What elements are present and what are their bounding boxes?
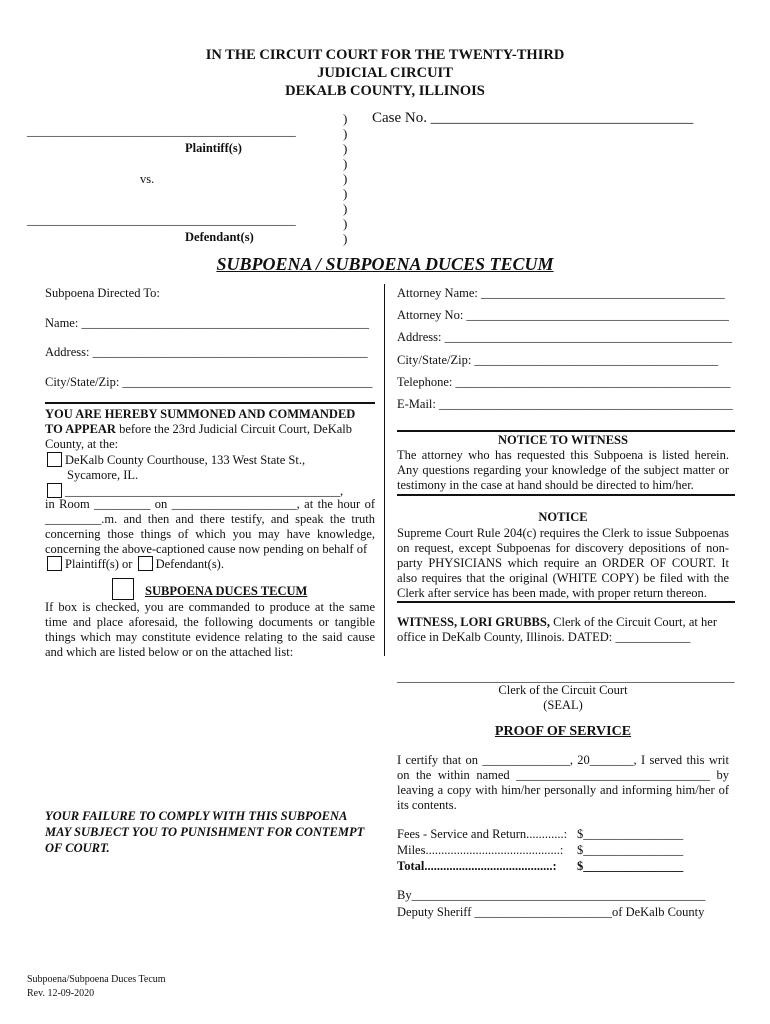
defendant-field[interactable]: ___________________________________________ — [27, 213, 296, 227]
section-rule — [397, 601, 735, 603]
sycamore-label: Sycamore, IL. — [67, 468, 139, 482]
contempt-warning: YOUR FAILURE TO COMPLY WITH THIS SUBPOENA MAY SUBJECT YOU TO PUNISHMENT FOR CONTEMPT OF COURT. — [45, 809, 365, 855]
miles-field[interactable]: $________________ — [577, 843, 684, 857]
defendant-label: Defendant(s) — [185, 230, 254, 244]
summons-text: before the 23rd Judicial Circuit Court, DeKalb — [115, 422, 353, 436]
notice-to-witness-title: NOTICE TO WITNESS — [498, 433, 628, 447]
caption-paren: ) — [343, 216, 348, 231]
fees-field[interactable]: $________________ — [577, 827, 684, 841]
plaintiff-label: Plaintiff(s) — [185, 141, 242, 155]
court-header-line2: JUDICIAL CIRCUIT — [317, 65, 453, 81]
duces-tecum-text: If box is checked, you are commanded to produce at the same time and place aforesaid, the following documents or tangible things which may constitute evidence relating to the said cause and which are listed below or on the attached list: — [45, 600, 375, 659]
attorney-address-field[interactable]: Address: ______________________________________________ — [397, 330, 733, 344]
plaintiff-checkbox[interactable] — [47, 556, 62, 571]
directed-to-label: Subpoena Directed To: — [45, 286, 160, 300]
attorney-city-field[interactable]: City/State/Zip: _______________________________________ — [397, 353, 719, 367]
footer-form-name: Subpoena/Subpoena Duces Tecum — [27, 974, 166, 985]
notice-text: Supreme Court Rule 204(c) requires the Clerk to issue Subpoenas on request, except Subpoenas for discovery depositions of non-party PHYSICIANS which require an ORDER OF COURT. It also requires that the original (WHITE COPY) be filed with the Clerk after service has been made, with proper return thereon. — [397, 526, 729, 600]
courthouse-option — [47, 452, 305, 468]
total-label: Total.........................................: — [397, 859, 557, 873]
defendant-checkbox[interactable] — [138, 556, 153, 571]
case-number-field[interactable]: Case No. ___________________________________ — [372, 110, 694, 126]
proof-of-service-title: PROOF OF SERVICE — [494, 724, 632, 739]
other-location-checkbox[interactable] — [47, 483, 62, 498]
witness-clerk-name: WITNESS, LORI GRUBBS, — [397, 615, 550, 629]
summons-line3: County, at the: — [45, 437, 119, 451]
total-field[interactable]: $________________ — [577, 859, 684, 873]
summons-line2 — [45, 422, 352, 437]
notice-to-witness-text: The attorney who has requested this Subpoena is listed herein. Any questions regarding your knowledge of the subject matter or testimony in the case at hand should be directed to him/her. — [397, 448, 729, 492]
miles-label: Miles...........................................: — [397, 843, 564, 857]
clerk-signature-line[interactable]: ______________________________________________________ — [397, 670, 735, 684]
court-header-line3: DEKALB COUNTY, ILLINOIS — [285, 83, 485, 99]
duces-tecum-heading: SUBPOENA DUCES TECUM — [145, 584, 308, 598]
column-divider — [384, 284, 385, 656]
caption-paren: ) — [343, 171, 348, 186]
courthouse-address: DeKalb County Courthouse, 133 West State St., — [65, 453, 306, 467]
party-options — [47, 556, 224, 572]
proof-of-service-text[interactable]: I certify that on ______________, 20_______, I served this writ on the within named _______________________________ by leaving a copy with him/her personally and informing him/her of its contents. — [397, 753, 729, 812]
by-signature-line[interactable]: By_______________________________________________ — [397, 888, 706, 902]
recipient-name-field[interactable]: Name: ______________________________________________ — [45, 316, 369, 330]
caption-paren: ) — [343, 231, 348, 246]
document-title: SUBPOENA / SUBPOENA DUCES TECUM — [216, 254, 554, 274]
vs-label: vs. — [140, 172, 155, 186]
section-rule — [45, 402, 375, 404]
caption-paren: ) — [343, 126, 348, 141]
seal-label: (SEAL) — [543, 698, 583, 712]
witness-statement — [397, 615, 717, 645]
attorney-email-field[interactable]: E-Mail: _______________________________________________ — [397, 397, 733, 411]
recipient-city-field[interactable]: City/State/Zip: ________________________________________ — [45, 375, 373, 389]
duces-tecum-checkbox[interactable] — [112, 578, 134, 600]
defendant-option-label: Defendant(s). — [155, 557, 224, 571]
appear-label: TO APPEAR — [45, 422, 116, 436]
other-location-field[interactable]: ____________________________________________, — [65, 484, 344, 498]
notice-title: NOTICE — [538, 510, 588, 524]
court-header-line1: IN THE CIRCUIT COURT FOR THE TWENTY-THIRD — [205, 47, 565, 63]
room-time-field[interactable]: in Room _________ on ____________________, at the hour of — [45, 497, 375, 511]
deputy-sheriff-field[interactable]: Deputy Sheriff ______________________of DeKalb County — [397, 905, 705, 919]
footer-revision: Rev. 12-09-2020 — [27, 988, 95, 999]
summons-heading: YOU ARE HEREBY SUMMONED AND COMMANDED — [45, 407, 356, 421]
caption-paren: ) — [343, 141, 348, 156]
attorney-telephone-field[interactable]: Telephone: ____________________________________________ — [397, 375, 731, 389]
duces-tecum-checkbox-wrap — [112, 578, 137, 602]
caption-paren: ) — [343, 111, 348, 126]
recipient-address-field[interactable]: Address: ____________________________________________ — [45, 345, 368, 359]
plaintiff-option-label: Plaintiff(s) or — [65, 557, 133, 571]
witness-dated-field[interactable]: Clerk of the Circuit Court, at her office in DeKalb County, Illinois. DATED: ____________ — [397, 615, 717, 644]
caption-paren: ) — [343, 186, 348, 201]
section-rule — [397, 430, 735, 432]
attorney-name-field[interactable]: Attorney Name: _______________________________________ — [397, 286, 725, 300]
fees-label: Fees - Service and Return............: — [397, 827, 568, 841]
caption-paren: ) — [343, 156, 348, 171]
caption-paren: ) — [343, 201, 348, 216]
testify-text: _________.m. and then and there testify, and speak the truth concerning those things of which you may have knowledge, concerning the above-captioned cause now pending on behalf of — [45, 512, 375, 556]
section-rule — [397, 494, 735, 496]
clerk-label: Clerk of the Circuit Court — [498, 683, 628, 697]
plaintiff-field[interactable]: ___________________________________________ — [27, 124, 296, 138]
attorney-number-field[interactable]: Attorney No: __________________________________________ — [397, 308, 729, 322]
courthouse-checkbox[interactable] — [47, 452, 62, 467]
